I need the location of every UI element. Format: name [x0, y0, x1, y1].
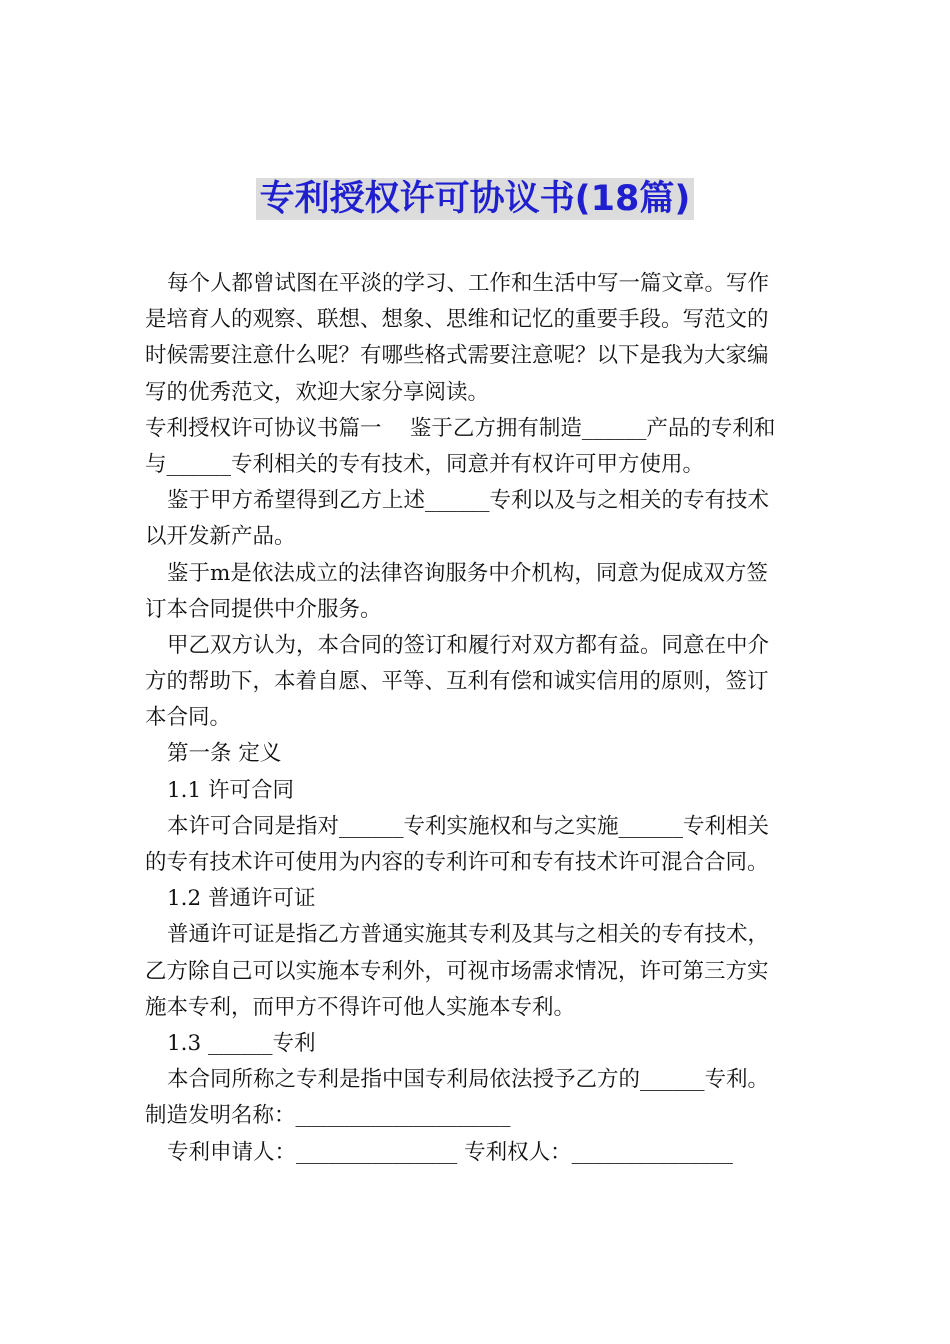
paragraph-line: 的专有技术许可使用为内容的专利许可和专有技术许可混合合同。 — [145, 850, 769, 875]
paragraph-line: 本合同所称之专利是指中国专利局依法授予乙方的______专利。 — [167, 1067, 770, 1093]
paragraph-line: 每个人都曾试图在平淡的学习、工作和生活中写一篇文章。写作 — [167, 271, 770, 296]
paragraph-line: 鉴于甲方希望得到乙方上述______专利以及与之相关的专有技术 — [167, 488, 770, 514]
paragraph-line: 施本专利，而甲方不得许可他人实施本专利。 — [145, 994, 576, 1020]
document-body — [145, 266, 810, 1171]
paragraph-line: 普通许可证是指乙方普通实施其专利及其与之相关的专有技术， — [167, 922, 770, 948]
form-field-line: 专利申请人：_______________ 专利权人：_______________ — [167, 1139, 733, 1165]
paragraph-line: 以开发新产品。 — [145, 524, 296, 550]
form-field-line: 制造发明名称：____________________ — [145, 1103, 511, 1129]
paragraph-line: 乙方除自己可以实施本专利外，可视市场需求情况，许可第三方实 — [145, 958, 769, 984]
paragraph-line: 方的帮助下，本着自愿、平等、互利有偿和诚实信用的原则，签订 — [145, 669, 769, 695]
subsection-heading: 1.1 许可合同 — [167, 777, 295, 803]
paragraph-line: 鉴于m是依法成立的法律咨询服务中介机构，同意为促成双方签 — [167, 560, 768, 586]
paragraph-line: 甲乙双方认为，本合同的签订和履行对双方都有益。同意在中介 — [167, 632, 770, 658]
section-heading: 第一条 定义 — [167, 741, 282, 767]
subsection-heading: 1.2 普通许可证 — [167, 886, 316, 912]
paragraph-line: 时候需要注意什么呢？有哪些格式需要注意呢？以下是我为大家编 — [145, 343, 769, 369]
paragraph-line: 写的优秀范文，欢迎大家分享阅读。 — [145, 379, 490, 405]
paragraph-line: 专利授权许可协议书篇一 鉴于乙方拥有制造______产品的专利和 — [145, 415, 776, 441]
paragraph-line: 是培育人的观察、联想、想象、思维和记忆的重要手段。写范文的 — [145, 307, 769, 333]
paragraph-line: 本合同。 — [145, 705, 232, 731]
paragraph-line: 与______专利相关的专有技术，同意并有权许可甲方使用。 — [145, 451, 705, 477]
title-container — [0, 178, 950, 220]
document-title: 专利授权许可协议书(18篇) — [256, 178, 695, 220]
paragraph-line: 本许可合同是指对______专利实施权和与之实施______专利相关 — [167, 813, 770, 839]
paragraph-line: 订本合同提供中介服务。 — [145, 596, 382, 622]
subsection-heading: 1.3 ______专利 — [167, 1030, 316, 1056]
